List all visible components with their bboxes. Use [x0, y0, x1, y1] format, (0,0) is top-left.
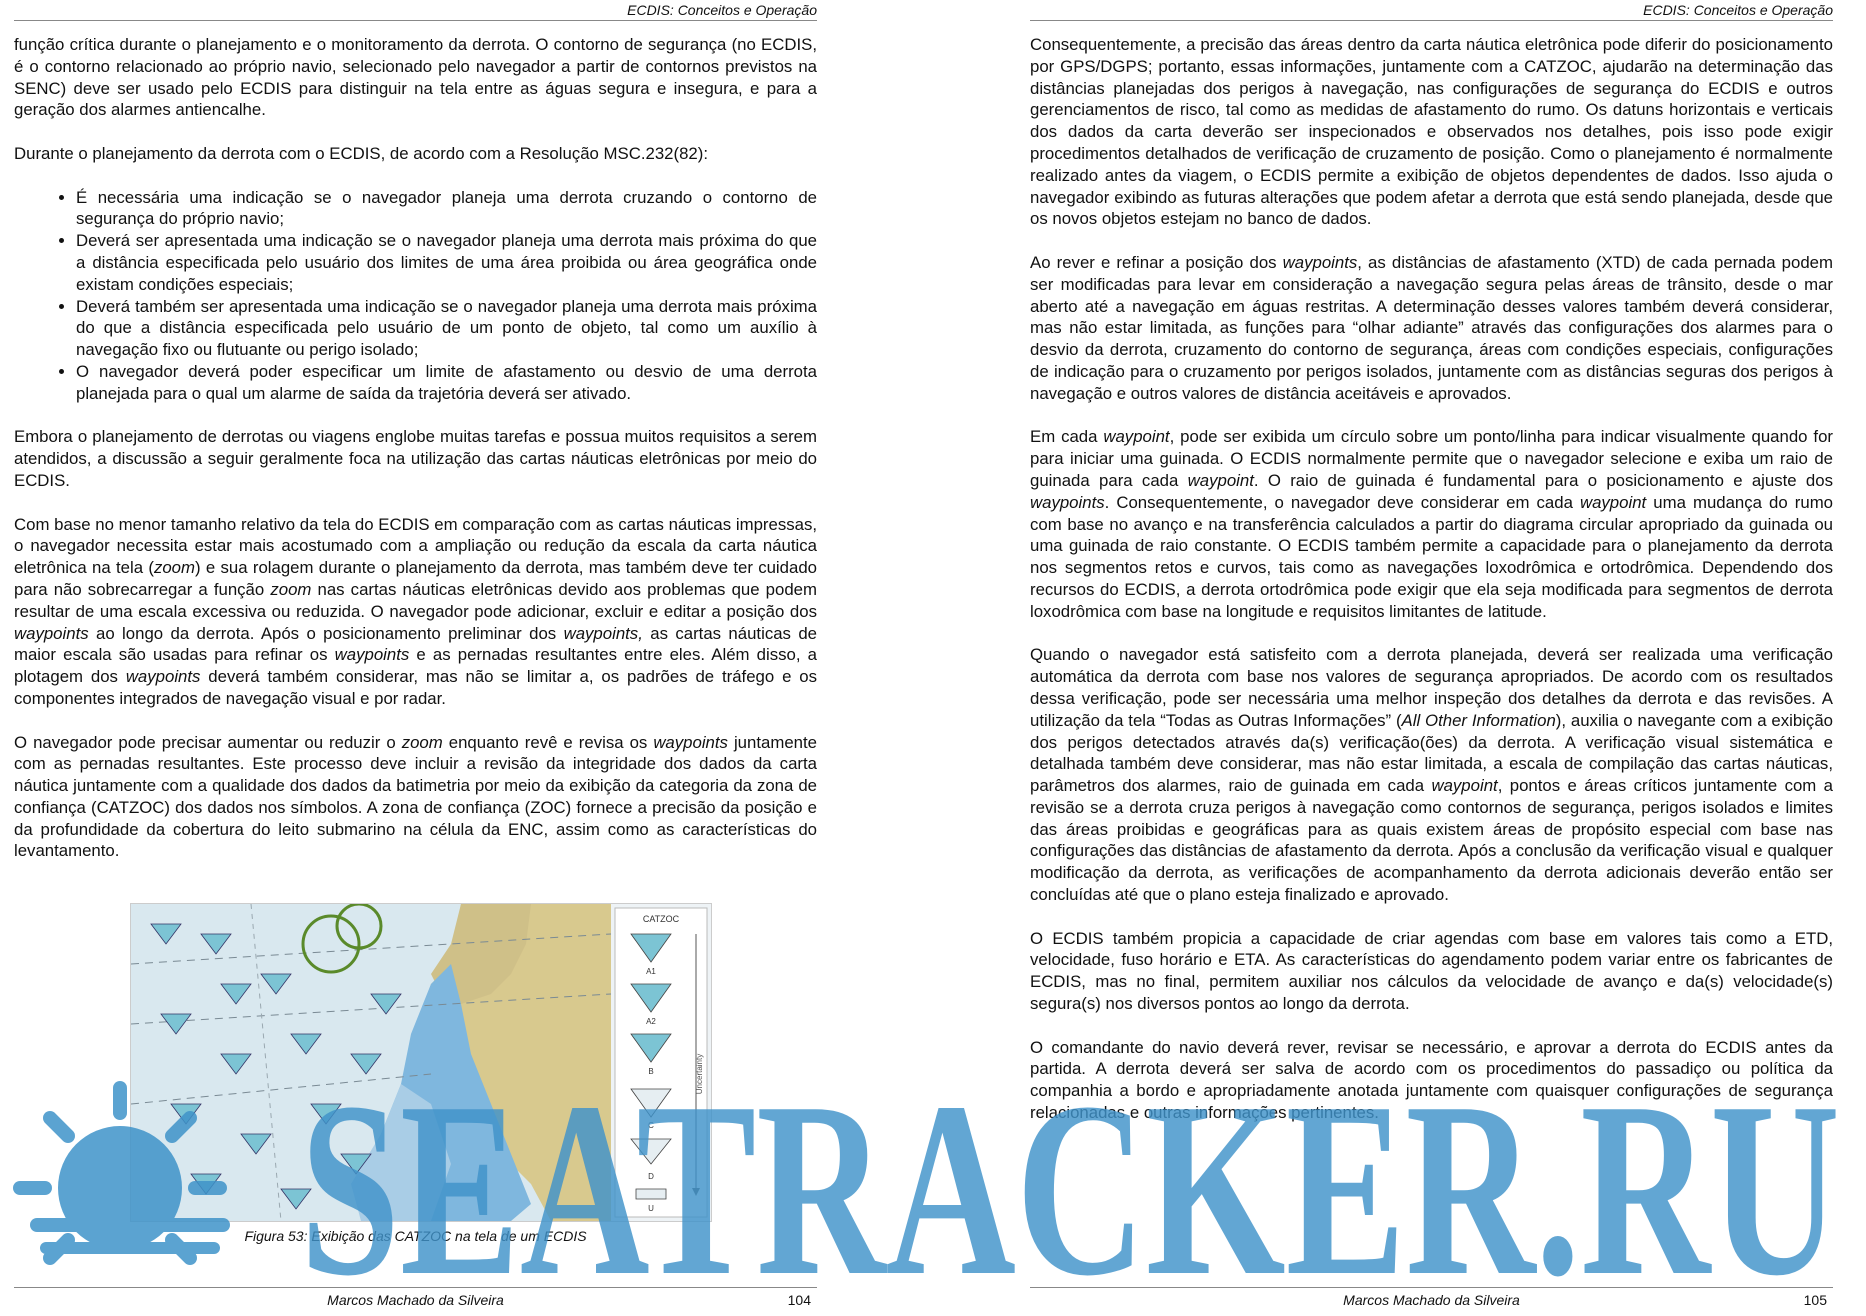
running-head: ECDIS: Conceitos e Operação: [627, 2, 817, 18]
bullet-list: [14, 187, 817, 405]
right-page-body: [1030, 34, 1833, 1146]
author-name: Marcos Machado da Silveira: [1343, 1292, 1520, 1308]
legend-title: CATZOC: [642, 914, 680, 924]
page-number: 105: [1803, 1292, 1827, 1308]
legend-label: A1: [646, 967, 656, 976]
catzoc-chart-figure: [130, 903, 712, 1222]
paragraph: O ECDIS também propicia a capacidade de criar agendas com base em valores tais como a ETD, velocidade, fuso horário e ETA. As características do agendamento podem variar entre os fabricantes de ECDIS, mas no final, permitem auxiliar nos cálculos da velocidade de avanço e da(s) velocidade(s) segura(s) nos diversos pontos ao longo da derrota.: [1030, 928, 1833, 1014]
footer-rule: [1030, 1287, 1833, 1288]
ecdis-chart-image: [131, 904, 711, 1221]
paragraph: Ao rever e refinar a posição dos waypoints, as distâncias de afastamento (XTD) de cada pernada podem ser modificadas para levar em consideração a navegação segura pelas áreas de trânsito, desde o mar aberto até a navegação em águas restritas. A determinação desses valores também deverá considerar, mas não estar limitada, as funções para “olhar adiante” através das configurações dos alarmes para o desvio da derrota, cruzamento do contorno de segurança, áreas com condições especiais, configurações de indicação para o cruzamento por perigos isolados, juntamente com as distâncias seguras dos perigos à navegação e outros valores de distância aceitáveis e aprovados.: [1030, 252, 1833, 403]
left-page: [14, 0, 817, 1316]
running-head: ECDIS: Conceitos e Operação: [1643, 2, 1833, 18]
bullet-item: • É necessária uma indicação se o navegador planeja uma derrota cruzando o contorno de segurança do próprio navio;: [76, 187, 817, 231]
header-rule: [14, 20, 817, 21]
page-number: 104: [787, 1292, 811, 1308]
bullet-item: • Deverá também ser apresentada uma indicação se o navegador planeja uma derrota mais próxima do que a distância especificada pelo usuário de um ponto de objeto, tal como um auxílio à navegação fixo ou flutuante ou perigo isolado;: [76, 296, 817, 361]
header-rule: [1030, 20, 1833, 21]
legend-label: A2: [646, 1017, 656, 1026]
bullet-item: • O navegador deverá poder especificar um limite de afastamento ou desvio de uma derrota planejada para o qual um alarme de saída da trajetória deverá ser ativado.: [76, 361, 817, 405]
paragraph: Com base no menor tamanho relativo da tela do ECDIS em comparação com as cartas náuticas impressas, o navegador necessita estar mais acostumado com a ampliação ou redução da escala da carta náutica eletrônica na tela (zoom) e sua rolagem durante o planejamento da derrota, mas também deve ter cuidado para não sobrecarregar a função zoom nas cartas náuticas eletrônicas devido aos problemas que podem resultar de uma escala excessiva ou reduzida. O navegador pode adicionar, excluir e editar a posição dos waypoints ao longo da derrota. Após o posicionamento preliminar dos waypoints, as cartas náuticas de maior escala são usadas para refinar os waypoints e as pernadas resultantes entre eles. Além disso, a plotagem dos waypoints deverá também considerar, mas não se limitar a, os padrões de tráfego e os componentes integrados de navegação visual e por radar.: [14, 514, 817, 708]
paragraph: função crítica durante o planejamento e o monitoramento da derrota. O contorno de segurança (no ECDIS, é o contorno relacionado ao próprio navio, selecionado pelo navegador a partir de contornos previstos na SENC) deve ser usado pelo ECDIS para distinguir na tela entre as águas segura e insegura, e para a geração dos alarmes antiencalhe.: [14, 35, 817, 120]
paragraph: Embora o planejamento de derrotas ou viagens englobe muitas tarefas e possua muitos requisitos a serem atendidos, a discussão a seguir geralmente foca na utilização das cartas náuticas eletrônicas por meio do ECDIS.: [14, 427, 817, 490]
legend-label: C: [648, 1121, 654, 1130]
figure-caption: Figura 53: Exibição das CATZOC na tela de um ECDIS: [244, 1228, 587, 1244]
uncertainty-axis-label: Uncertainty: [695, 1053, 704, 1095]
watermark-text: SEATRACKER.RU: [300, 1068, 1840, 1298]
paragraph: O navegador pode precisar aumentar ou reduzir o zoom enquanto revê e revisa os waypoints juntamente com as pernadas resultantes. Este processo deve incluir a revisão da integridade dos dados da carta náutica juntamente com a qualidade dos dados da batimetria por meio da exibição da categoria da zona de confiança (CATZOC) dos dados nos símbolos. A zona de confiança (ZOC) fornece a precisão da posição e da profundidade da cobertura do leito submarino na célula da ENC, assim como as características do levantamento.: [14, 732, 817, 861]
bullet-item: • Deverá ser apresentada uma indicação se o navegador planeja uma derrota mais próxima do que a distância especificada pelo usuário dos limites de uma área proibida ou área geográfica onde existam condições especiais;: [76, 230, 817, 295]
paragraph: Quando o navegador está satisfeito com a derrota planejada, deverá ser realizada uma verificação automática da derrota com base nos valores de segurança apropriados. De acordo com os resultados dessa verificação, pode ser necessária uma melhor inspeção dos detalhes da derrota e das revisões. A utilização da tela “Todas as Outras Informações” (All Other Information), auxilia o navegante com a exibição dos perigos detectados através da(s) verificação(ões) da derrota. A verificação visual sistemática e detalhada também deve considerar, mas não estar limitada, a escala de compilação das cartas náuticas, parâmetros dos alarmes, raio de guinada em cada waypoint, pontos e áreas críticos juntamente com a revisão se a derrota cruza perigos à navegação como contornos de segurança, perigos isolados e limites das áreas proibidas e geográficas para as quais existem áreas de propósito especial com base nas configurações das distâncias de afastamento da derrota. Após a conclusão da verificação visual e qualquer modificação da derrota, as verificações de acompanhamento da derrota adicionais deverão então ser concluídas até que o plano esteja finalizado e aprovado.: [1030, 645, 1833, 905]
paragraph: Em cada waypoint, pode ser exibida um círculo sobre um ponto/linha para indicar visualmente quando for para iniciar uma guinada. O ECDIS normalmente permite que o navegador selecione e exiba um raio de guinada para cada waypoint. O raio de guinada é fundamental para o posicionamento e ajuste dos waypoints. Consequentemente, o navegador deve considerar em cada waypoint uma mudança do rumo com base no avanço e na transferência calculados a partir do diagrama circular apropriado da guinada ou uma guinada de raio constante. O ECDIS também permite a capacidade para o planejamento da derrota nos segmentos retos e curvos, tais como as navegações loxodrômica e ortodrômica. Dependendo dos recursos do ECDIS, a derrota ortodrômica pode exigir que ela seja modificada para segmentos de derrota loxodrômica com base na longitude e requisitos limitantes de latitude.: [1030, 427, 1834, 621]
left-page-body: [14, 34, 817, 884]
footer-rule: [14, 1287, 817, 1288]
author-name: Marcos Machado da Silveira: [327, 1292, 504, 1308]
legend-label: U: [648, 1204, 654, 1213]
paragraph: O comandante do navio deverá rever, revisar se necessário, e aprovar a derrota do ECDIS antes da partida. A derrota deverá ser salva de acordo com os procedimentos do passadiço ou política da companhia a bordo e apropriadamente anotada juntamente com quaisquer configurações de segurança relacionadas e outras informações pertinentes.: [1030, 1037, 1833, 1123]
legend-label: D: [648, 1172, 654, 1181]
right-page: [1030, 0, 1833, 1316]
paragraph: Consequentemente, a precisão das áreas dentro da carta náutica eletrônica pode diferir do posicionamento por GPS/DGPS; portanto, essas informações, juntamente com a CATZOC, ajudarão na determinação das distâncias planejadas dos perigos à navegação, nas configurações de segurança do ECDIS e outros gerenciamentos de risco, tal como as medidas de afastamento do rumo. Os datuns horizontais e verticais dos dados da carta deverão ser inspecionados e observados nos detalhes, pois isso pode exigir procedimentos detalhados de verificação de cruzamento de posição. Como o planejamento é normalmente realizado antes da viagem, o ECDIS permite a exibição de objetos dependentes de dados. Isso ajuda o navegador exibindo as futuras alterações que podem afetar a derrota que está sendo planejada, desde que os novos objetos estejam no banco de dados.: [1030, 35, 1833, 229]
legend-label: B: [648, 1067, 654, 1076]
paragraph: Durante o planejamento da derrota com o ECDIS, de acordo com a Resolução MSC.232(82):: [14, 143, 708, 163]
